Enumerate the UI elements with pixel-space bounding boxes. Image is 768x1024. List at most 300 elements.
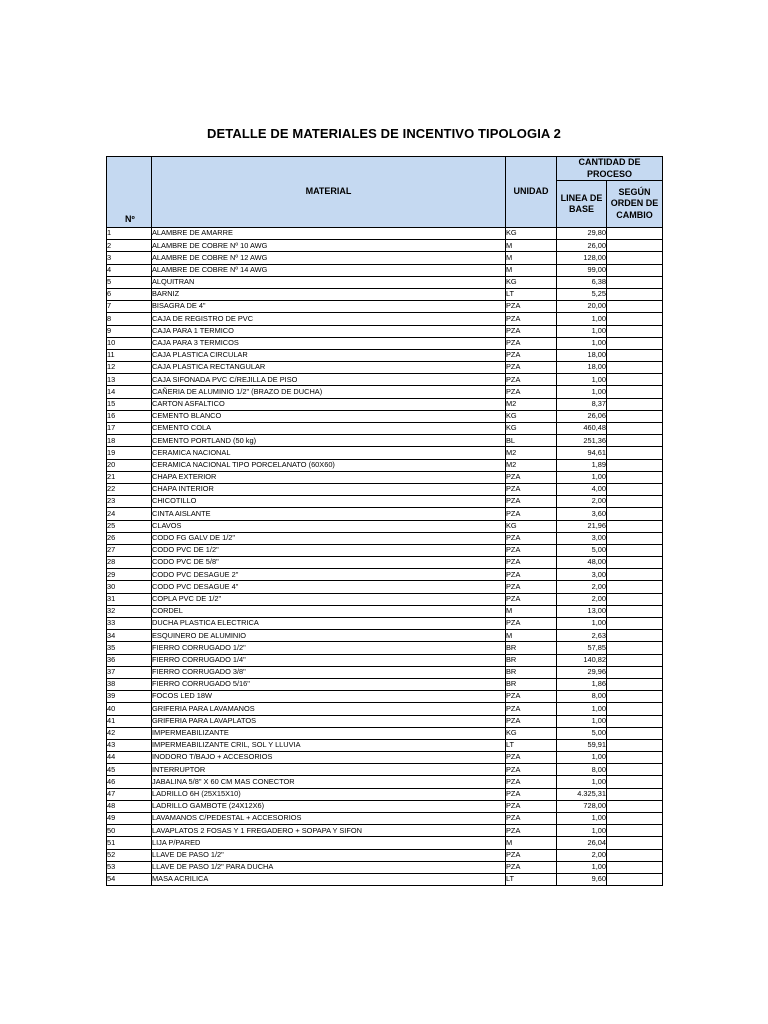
row-linea-base: 1,00 — [557, 715, 607, 727]
row-linea-base: 1,89 — [557, 459, 607, 471]
row-unit: PZA — [506, 313, 557, 325]
table-row — [107, 788, 663, 800]
table-row — [107, 630, 663, 642]
row-material: FIERRO CORRUGADO 3/8" — [152, 666, 506, 678]
row-linea-base: 57,85 — [557, 642, 607, 654]
row-unit: PZA — [506, 374, 557, 386]
row-unit: M — [506, 264, 557, 276]
row-material: JABALINA 5/8" X 60 CM MAS CONECTOR — [152, 776, 506, 788]
row-orden-cambio — [607, 813, 663, 825]
row-unit: PZA — [506, 471, 557, 483]
row-material: ALQUITRAN — [152, 276, 506, 288]
row-number: 24 — [107, 508, 152, 520]
table-row — [107, 764, 663, 776]
table-row — [107, 447, 663, 459]
row-unit: BL — [506, 435, 557, 447]
table-row — [107, 813, 663, 825]
row-number: 25 — [107, 520, 152, 532]
row-unit: M — [506, 837, 557, 849]
header-orden-cambio: SEGÚN ORDEN DE CAMBIO — [607, 181, 663, 228]
row-orden-cambio — [607, 691, 663, 703]
row-linea-base: 1,00 — [557, 703, 607, 715]
row-unit: M2 — [506, 398, 557, 410]
row-material: CODO FG GALV DE 1/2" — [152, 532, 506, 544]
row-linea-base: 59,91 — [557, 739, 607, 751]
row-unit: PZA — [506, 325, 557, 337]
row-linea-base: 1,00 — [557, 861, 607, 873]
table-row — [107, 301, 663, 313]
row-linea-base: 26,06 — [557, 410, 607, 422]
row-material: CODO PVC DESAGUE 2" — [152, 569, 506, 581]
table-row — [107, 386, 663, 398]
row-material: FIERRO CORRUGADO 5/16" — [152, 678, 506, 690]
row-linea-base: 99,00 — [557, 264, 607, 276]
table-row — [107, 678, 663, 690]
table-row — [107, 544, 663, 556]
row-unit: M — [506, 252, 557, 264]
row-material: DUCHA PLASTICA ELECTRICA — [152, 618, 506, 630]
row-number: 41 — [107, 715, 152, 727]
table-row — [107, 654, 663, 666]
row-linea-base: 20,00 — [557, 301, 607, 313]
row-number: 54 — [107, 873, 152, 885]
row-material: CHICOTILLO — [152, 496, 506, 508]
row-linea-base: 3,00 — [557, 569, 607, 581]
row-orden-cambio — [607, 605, 663, 617]
table-row — [107, 459, 663, 471]
row-orden-cambio — [607, 435, 663, 447]
header-material: MATERIAL — [152, 157, 506, 228]
row-unit: PZA — [506, 861, 557, 873]
row-linea-base: 4.325,31 — [557, 788, 607, 800]
row-material: COPLA PVC DE 1/2" — [152, 593, 506, 605]
table-row — [107, 581, 663, 593]
row-orden-cambio — [607, 252, 663, 264]
table-row — [107, 752, 663, 764]
row-linea-base: 8,37 — [557, 398, 607, 410]
row-linea-base: 1,00 — [557, 337, 607, 349]
row-orden-cambio — [607, 398, 663, 410]
table-row — [107, 618, 663, 630]
row-number: 22 — [107, 483, 152, 495]
row-unit: LT — [506, 873, 557, 885]
table-row — [107, 642, 663, 654]
table-row — [107, 691, 663, 703]
table-row — [107, 569, 663, 581]
table-row — [107, 593, 663, 605]
row-orden-cambio — [607, 654, 663, 666]
row-material: CAJA SIFONADA PVC C/REJILLA DE PISO — [152, 374, 506, 386]
row-orden-cambio — [607, 240, 663, 252]
row-material: CODO PVC DE 1/2" — [152, 544, 506, 556]
row-material: CAJA PLASTICA CIRCULAR — [152, 349, 506, 361]
table-body — [107, 228, 663, 886]
table-row — [107, 276, 663, 288]
row-number: 17 — [107, 423, 152, 435]
row-orden-cambio — [607, 410, 663, 422]
row-number: 53 — [107, 861, 152, 873]
row-number: 14 — [107, 386, 152, 398]
row-material: CEMENTO COLA — [152, 423, 506, 435]
row-material: IMPERMEABILIZANTE — [152, 727, 506, 739]
header-linea-base: LINEA DE BASE — [557, 181, 607, 228]
row-orden-cambio — [607, 642, 663, 654]
row-linea-base: 18,00 — [557, 362, 607, 374]
row-linea-base: 94,61 — [557, 447, 607, 459]
row-number: 11 — [107, 349, 152, 361]
row-number: 13 — [107, 374, 152, 386]
row-linea-base: 29,80 — [557, 228, 607, 240]
row-linea-base: 1,86 — [557, 678, 607, 690]
row-linea-base: 48,00 — [557, 557, 607, 569]
row-material: CERAMICA NACIONAL TIPO PORCELANATO (60X60) — [152, 459, 506, 471]
row-material: FOCOS LED 18W — [152, 691, 506, 703]
header-unidad: UNIDAD — [506, 157, 557, 228]
row-unit: PZA — [506, 788, 557, 800]
row-unit: PZA — [506, 386, 557, 398]
header-no: Nº — [107, 157, 152, 228]
row-number: 12 — [107, 362, 152, 374]
row-linea-base: 1,00 — [557, 618, 607, 630]
row-number: 36 — [107, 654, 152, 666]
table-row — [107, 362, 663, 374]
row-orden-cambio — [607, 520, 663, 532]
row-material: CEMENTO PORTLAND (50 kg) — [152, 435, 506, 447]
row-number: 7 — [107, 301, 152, 313]
table-row — [107, 739, 663, 751]
row-orden-cambio — [607, 313, 663, 325]
row-unit: PZA — [506, 362, 557, 374]
row-orden-cambio — [607, 362, 663, 374]
row-linea-base: 2,00 — [557, 593, 607, 605]
row-number: 3 — [107, 252, 152, 264]
row-orden-cambio — [607, 301, 663, 313]
table-row — [107, 264, 663, 276]
row-orden-cambio — [607, 727, 663, 739]
row-number: 8 — [107, 313, 152, 325]
row-linea-base: 1,00 — [557, 471, 607, 483]
row-number: 34 — [107, 630, 152, 642]
row-orden-cambio — [607, 861, 663, 873]
row-material: ALAMBRE DE COBRE Nº 12 AWG — [152, 252, 506, 264]
row-material: CAJA PARA 1 TERMICO — [152, 325, 506, 337]
row-orden-cambio — [607, 264, 663, 276]
row-number: 45 — [107, 764, 152, 776]
row-unit: LT — [506, 288, 557, 300]
row-material: CAJA DE REGISTRO DE PVC — [152, 313, 506, 325]
row-linea-base: 140,82 — [557, 654, 607, 666]
table-row — [107, 410, 663, 422]
row-orden-cambio — [607, 630, 663, 642]
row-number: 32 — [107, 605, 152, 617]
row-linea-base: 128,00 — [557, 252, 607, 264]
row-material: LIJA P/PARED — [152, 837, 506, 849]
row-unit: PZA — [506, 301, 557, 313]
row-number: 21 — [107, 471, 152, 483]
row-unit: PZA — [506, 544, 557, 556]
row-orden-cambio — [607, 483, 663, 495]
row-number: 19 — [107, 447, 152, 459]
row-linea-base: 21,96 — [557, 520, 607, 532]
row-unit: M — [506, 630, 557, 642]
row-number: 18 — [107, 435, 152, 447]
row-material: BARNIZ — [152, 288, 506, 300]
row-linea-base: 26,04 — [557, 837, 607, 849]
table-row — [107, 715, 663, 727]
row-material: CORDEL — [152, 605, 506, 617]
row-material: CINTA AISLANTE — [152, 508, 506, 520]
row-linea-base: 2,00 — [557, 849, 607, 861]
row-number: 33 — [107, 618, 152, 630]
row-orden-cambio — [607, 849, 663, 861]
row-material: LADRILLO GAMBOTE (24X12X6) — [152, 800, 506, 812]
row-orden-cambio — [607, 459, 663, 471]
table-row — [107, 325, 663, 337]
row-linea-base: 1,00 — [557, 825, 607, 837]
row-linea-base: 1,00 — [557, 325, 607, 337]
row-number: 26 — [107, 532, 152, 544]
table-row — [107, 337, 663, 349]
header-cantidad: CANTIDAD DE PROCESO — [557, 157, 663, 181]
row-number: 46 — [107, 776, 152, 788]
row-linea-base: 728,00 — [557, 800, 607, 812]
row-material: CHAPA INTERIOR — [152, 483, 506, 495]
row-material: INODORO T/BAJO + ACCESORIOS — [152, 752, 506, 764]
row-linea-base: 6,38 — [557, 276, 607, 288]
row-unit: LT — [506, 739, 557, 751]
row-orden-cambio — [607, 447, 663, 459]
table-row — [107, 666, 663, 678]
row-unit: PZA — [506, 715, 557, 727]
row-orden-cambio — [607, 873, 663, 885]
row-orden-cambio — [607, 666, 663, 678]
row-orden-cambio — [607, 496, 663, 508]
table-row — [107, 228, 663, 240]
row-number: 5 — [107, 276, 152, 288]
row-orden-cambio — [607, 703, 663, 715]
table-row — [107, 398, 663, 410]
row-orden-cambio — [607, 374, 663, 386]
row-unit: PZA — [506, 581, 557, 593]
row-number: 6 — [107, 288, 152, 300]
row-linea-base: 1,00 — [557, 752, 607, 764]
row-number: 10 — [107, 337, 152, 349]
row-material: CAJA PARA 3 TERMICOS — [152, 337, 506, 349]
row-unit: PZA — [506, 752, 557, 764]
row-material: CHAPA EXTERIOR — [152, 471, 506, 483]
table-row — [107, 532, 663, 544]
row-linea-base: 5,25 — [557, 288, 607, 300]
row-material: LLAVE DE PASO 1/2" — [152, 849, 506, 861]
table-row — [107, 849, 663, 861]
row-number: 29 — [107, 569, 152, 581]
row-linea-base: 251,36 — [557, 435, 607, 447]
row-material: LADRILLO 6H (25X15X10) — [152, 788, 506, 800]
row-number: 2 — [107, 240, 152, 252]
row-number: 40 — [107, 703, 152, 715]
row-linea-base: 9,60 — [557, 873, 607, 885]
row-material: ALAMBRE DE AMARRE — [152, 228, 506, 240]
row-unit: PZA — [506, 703, 557, 715]
row-unit: PZA — [506, 800, 557, 812]
row-orden-cambio — [607, 715, 663, 727]
row-unit: KG — [506, 423, 557, 435]
row-material: ALAMBRE DE COBRE Nº 10 AWG — [152, 240, 506, 252]
row-linea-base: 1,00 — [557, 813, 607, 825]
row-orden-cambio — [607, 678, 663, 690]
row-number: 37 — [107, 666, 152, 678]
row-orden-cambio — [607, 618, 663, 630]
row-unit: PZA — [506, 776, 557, 788]
table-row — [107, 252, 663, 264]
row-orden-cambio — [607, 532, 663, 544]
row-material: INTERRUPTOR — [152, 764, 506, 776]
row-number: 49 — [107, 813, 152, 825]
row-material: GRIFERIA PARA LAVAPLATOS — [152, 715, 506, 727]
table-row — [107, 727, 663, 739]
row-unit: PZA — [506, 508, 557, 520]
row-number: 4 — [107, 264, 152, 276]
row-unit: KG — [506, 276, 557, 288]
row-number: 47 — [107, 788, 152, 800]
row-orden-cambio — [607, 581, 663, 593]
row-orden-cambio — [607, 508, 663, 520]
table-row — [107, 520, 663, 532]
table-row — [107, 557, 663, 569]
table-row — [107, 605, 663, 617]
table-row — [107, 703, 663, 715]
row-number: 35 — [107, 642, 152, 654]
table-row — [107, 873, 663, 885]
row-orden-cambio — [607, 325, 663, 337]
row-unit: M2 — [506, 459, 557, 471]
row-unit: KG — [506, 228, 557, 240]
row-unit: BR — [506, 654, 557, 666]
row-unit: BR — [506, 642, 557, 654]
table-row — [107, 837, 663, 849]
row-unit: PZA — [506, 557, 557, 569]
table-row — [107, 313, 663, 325]
row-number: 1 — [107, 228, 152, 240]
row-material: CLAVOS — [152, 520, 506, 532]
row-unit: PZA — [506, 849, 557, 861]
row-material: FIERRO CORRUGADO 1/2" — [152, 642, 506, 654]
row-unit: PZA — [506, 691, 557, 703]
document-title: DETALLE DE MATERIALES DE INCENTIVO TIPOLOGIA 2 — [207, 126, 561, 141]
row-orden-cambio — [607, 593, 663, 605]
row-orden-cambio — [607, 423, 663, 435]
row-unit: PZA — [506, 532, 557, 544]
table-row — [107, 508, 663, 520]
row-number: 30 — [107, 581, 152, 593]
row-unit: KG — [506, 410, 557, 422]
row-orden-cambio — [607, 764, 663, 776]
row-unit: M2 — [506, 447, 557, 459]
table-row — [107, 776, 663, 788]
row-material: IMPERMEABILIZANTE CRIL, SOL Y LLUVIA — [152, 739, 506, 751]
row-orden-cambio — [607, 337, 663, 349]
row-unit: PZA — [506, 764, 557, 776]
row-unit: PZA — [506, 349, 557, 361]
row-number: 16 — [107, 410, 152, 422]
row-unit: PZA — [506, 618, 557, 630]
row-material: CARTON ASFALTICO — [152, 398, 506, 410]
table-row — [107, 471, 663, 483]
row-linea-base: 1,00 — [557, 776, 607, 788]
table-row — [107, 861, 663, 873]
table-row — [107, 825, 663, 837]
row-material: CEMENTO BLANCO — [152, 410, 506, 422]
row-orden-cambio — [607, 386, 663, 398]
row-orden-cambio — [607, 544, 663, 556]
row-linea-base: 460,48 — [557, 423, 607, 435]
row-orden-cambio — [607, 776, 663, 788]
row-unit: PZA — [506, 337, 557, 349]
row-linea-base: 26,00 — [557, 240, 607, 252]
row-linea-base: 13,00 — [557, 605, 607, 617]
row-linea-base: 4,00 — [557, 483, 607, 495]
row-number: 38 — [107, 678, 152, 690]
row-orden-cambio — [607, 837, 663, 849]
row-linea-base: 29,96 — [557, 666, 607, 678]
row-material: LLAVE DE PASO 1/2" PARA DUCHA — [152, 861, 506, 873]
row-number: 50 — [107, 825, 152, 837]
row-linea-base: 8,00 — [557, 764, 607, 776]
row-unit: M — [506, 240, 557, 252]
row-unit: PZA — [506, 813, 557, 825]
row-orden-cambio — [607, 349, 663, 361]
row-material: GRIFERIA PARA LAVAMANOS — [152, 703, 506, 715]
row-number: 23 — [107, 496, 152, 508]
table-row — [107, 800, 663, 812]
row-orden-cambio — [607, 739, 663, 751]
row-material: CODO PVC DE 5/8" — [152, 557, 506, 569]
table-row — [107, 496, 663, 508]
row-number: 43 — [107, 739, 152, 751]
row-material: LAVAMANOS C/PEDESTAL + ACCESORIOS — [152, 813, 506, 825]
row-linea-base: 2,00 — [557, 496, 607, 508]
table-row — [107, 288, 663, 300]
row-unit: PZA — [506, 483, 557, 495]
row-orden-cambio — [607, 228, 663, 240]
materials-table — [106, 156, 663, 886]
table-row — [107, 374, 663, 386]
row-number: 27 — [107, 544, 152, 556]
row-unit: KG — [506, 727, 557, 739]
row-linea-base: 18,00 — [557, 349, 607, 361]
row-linea-base: 8,00 — [557, 691, 607, 703]
row-material: CAJA PLASTICA RECTANGULAR — [152, 362, 506, 374]
row-orden-cambio — [607, 752, 663, 764]
row-unit: KG — [506, 520, 557, 532]
table-row — [107, 240, 663, 252]
row-material: BISAGRA DE 4" — [152, 301, 506, 313]
row-orden-cambio — [607, 288, 663, 300]
row-number: 39 — [107, 691, 152, 703]
table-row — [107, 435, 663, 447]
row-number: 48 — [107, 800, 152, 812]
row-linea-base: 5,00 — [557, 544, 607, 556]
table-row — [107, 423, 663, 435]
row-number: 20 — [107, 459, 152, 471]
row-unit: PZA — [506, 496, 557, 508]
row-linea-base: 5,00 — [557, 727, 607, 739]
row-orden-cambio — [607, 825, 663, 837]
row-material: MASA ACRILICA — [152, 873, 506, 885]
row-unit: PZA — [506, 825, 557, 837]
table-row — [107, 483, 663, 495]
row-number: 44 — [107, 752, 152, 764]
